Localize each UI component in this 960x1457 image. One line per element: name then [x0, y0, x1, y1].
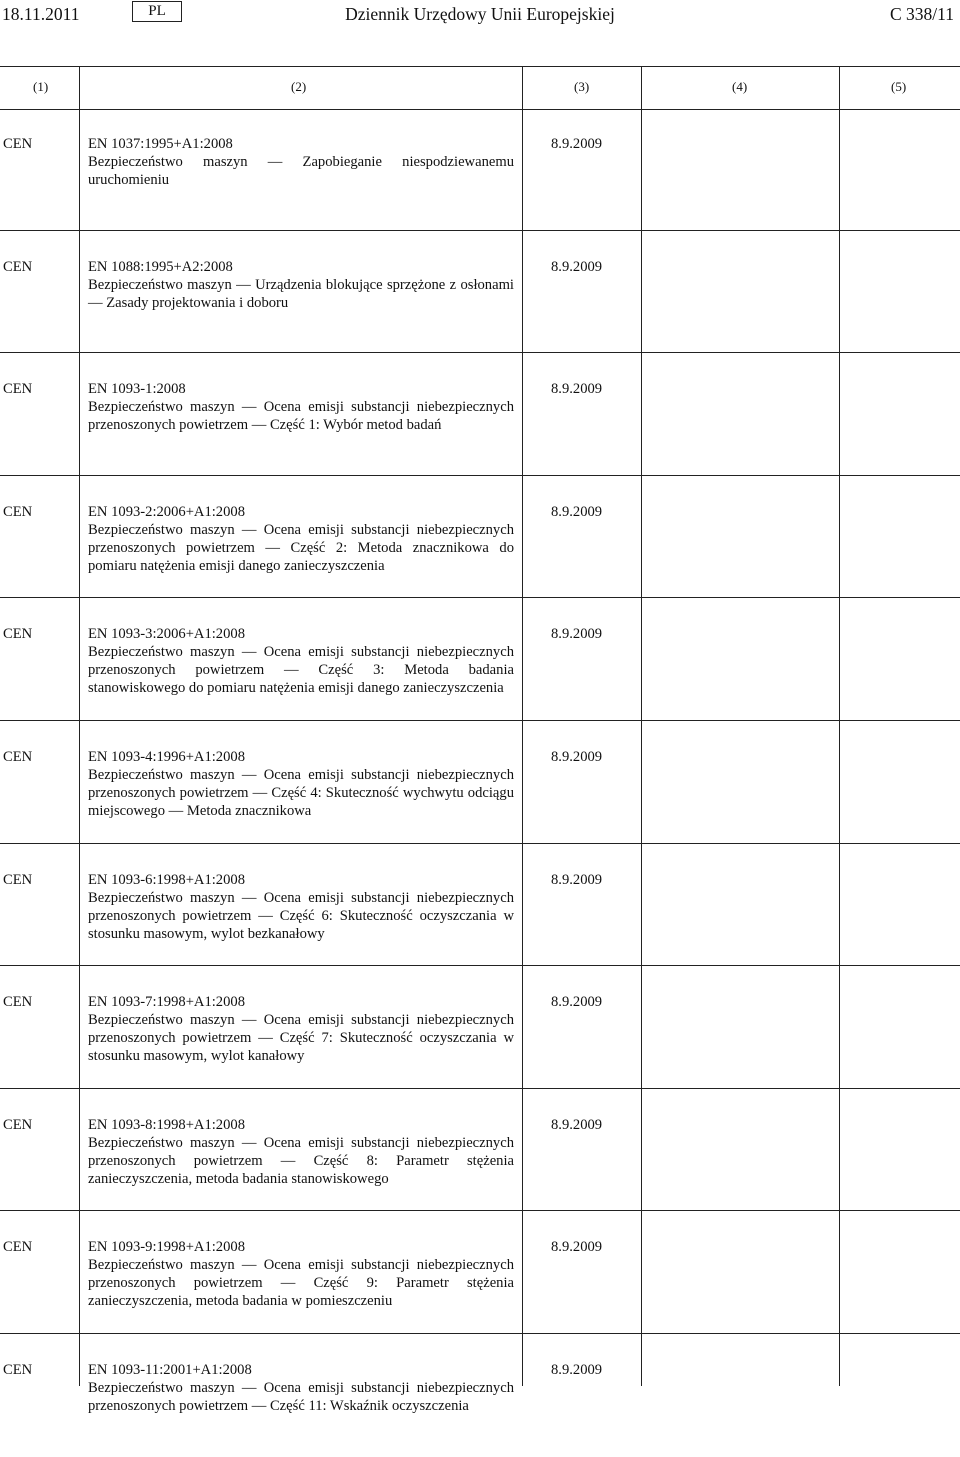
date-cell: 8.9.2009	[551, 626, 603, 643]
standard-title: Bezpieczeństwo maszyn — Ocena emisji substancji niebezpiecznych przenoszonych powietrzem — Część 7: Skuteczność oczyszczania w stosunku masowym, wylot kanałowy	[88, 1012, 514, 1065]
organisation-cell: CEN	[3, 503, 33, 520]
standard-code: EN 1093-1:2008	[88, 381, 186, 398]
standard-cell	[88, 1361, 514, 1415]
page-header	[0, 0, 960, 32]
table-row	[0, 598, 960, 721]
table-row	[0, 1334, 960, 1457]
standard-cell	[88, 993, 514, 1065]
table-row	[0, 1089, 960, 1212]
date-cell: 8.9.2009	[551, 258, 603, 275]
table-row	[0, 844, 960, 967]
column-header-3: (3)	[574, 79, 590, 94]
standard-title: Bezpieczeństwo maszyn — Ocena emisji substancji niebezpiecznych przenoszonych powietrzem — Część 4: Skuteczność wychwytu odciągu miejscowego — Metoda znacznikowa	[88, 766, 514, 819]
standard-code: EN 1037:1995+A1:2008	[88, 136, 233, 152]
standard-code: EN 1093-11:2001+A1:2008	[88, 1361, 252, 1378]
date-cell: 8.9.2009	[551, 748, 603, 765]
standard-title: Bezpieczeństwo maszyn — Ocena emisji substancji niebezpiecznych przenoszonych powietrzem — Część 6: Skuteczność oczyszczania w stosunku masowym, wylot bezkanałowy	[88, 889, 514, 942]
organisation-cell: CEN	[3, 258, 33, 275]
column-header-5: (5)	[891, 79, 907, 94]
standard-code: EN 1093-4:1996+A1:2008	[88, 748, 245, 765]
standard-cell	[88, 625, 514, 697]
standard-cell	[88, 380, 514, 434]
date-cell: 8.9.2009	[551, 994, 603, 1011]
table-row	[0, 1211, 960, 1334]
table-row	[0, 476, 960, 599]
standard-code: EN 1093-6:1998+A1:2008	[88, 871, 245, 888]
organisation-cell: CEN	[3, 626, 33, 643]
organisation-cell: CEN	[3, 1361, 33, 1378]
journal-title: Dziennik Urzędowy Unii Europejskiej	[345, 4, 615, 24]
standard-code: EN 1093-2:2006+A1:2008	[88, 503, 245, 520]
column-headers	[0, 66, 960, 110]
organisation-cell: CEN	[3, 136, 33, 152]
standard-code: EN 1093-3:2006+A1:2008	[88, 626, 245, 643]
standard-cell	[88, 503, 514, 575]
organisation-cell: CEN	[3, 994, 33, 1011]
standard-code: EN 1093-7:1998+A1:2008	[88, 994, 245, 1011]
date-cell: 8.9.2009	[551, 503, 603, 520]
standard-title: Bezpieczeństwo maszyn — Ocena emisji substancji niebezpiecznych przenoszonych powietrzem — Część 1: Wybór metod badań	[88, 399, 514, 434]
standard-cell	[88, 135, 514, 189]
publication-date: 18.11.2011	[2, 4, 80, 24]
date-cell: 8.9.2009	[551, 1361, 603, 1378]
organisation-cell: CEN	[3, 381, 33, 398]
table-row	[0, 231, 960, 354]
organisation-cell: CEN	[3, 748, 33, 765]
page-reference: C 338/11	[889, 4, 954, 24]
standard-title: Bezpieczeństwo maszyn — Ocena emisji substancji niebezpiecznych przenoszonych powietrzem — Część 9: Parametr stężenia zanieczyszczenia, metoda badania w pomieszczeniu	[88, 1257, 514, 1310]
table-row	[0, 353, 960, 476]
standard-cell	[88, 1116, 514, 1188]
standard-title: Bezpieczeństwo maszyn — Zapobieganie niespodziewanemu uruchomieniu	[88, 154, 514, 188]
standard-title: Bezpieczeństwo maszyn — Ocena emisji substancji niebezpiecznych przenoszonych powietrzem — Część 8: Parametr stężenia zanieczyszczenia, metoda badania stanowiskowego	[88, 1134, 514, 1187]
standard-code: EN 1093-8:1998+A1:2008	[88, 1116, 245, 1133]
standard-cell	[88, 258, 514, 312]
date-cell: 8.9.2009	[551, 381, 603, 398]
standard-title: Bezpieczeństwo maszyn — Urządzenia blokujące sprzężone z osłonami — Zasady projektowania i doboru	[88, 276, 514, 311]
column-header-1: (1)	[33, 79, 49, 94]
date-cell: 8.9.2009	[551, 136, 603, 152]
date-cell: 8.9.2009	[551, 1239, 603, 1256]
standard-cell	[88, 748, 514, 820]
date-cell: 8.9.2009	[551, 871, 603, 888]
table-row	[0, 966, 960, 1089]
column-header-2: (2)	[291, 79, 307, 94]
organisation-cell: CEN	[3, 871, 33, 888]
standard-cell	[88, 871, 514, 943]
date-cell: 8.9.2009	[551, 1116, 603, 1133]
table-row	[0, 108, 960, 231]
standard-code: EN 1088:1995+A2:2008	[88, 258, 233, 275]
organisation-cell: CEN	[3, 1239, 33, 1256]
standard-title: Bezpieczeństwo maszyn — Ocena emisji substancji niebezpiecznych przenoszonych powietrzem — Część 2: Metoda znacznikowa do pomiaru natężenia emisji danego zanieczyszczenia	[88, 521, 514, 574]
standard-title: Bezpieczeństwo maszyn — Ocena emisji substancji niebezpiecznych przenoszonych powietrzem — Część 3: Metoda badania stanowiskowego do pomiaru natężenia emisji danego zanieczyszczenia	[88, 644, 514, 697]
language-badge: PL	[132, 1, 182, 22]
organisation-cell: CEN	[3, 1116, 33, 1133]
table-row	[0, 721, 960, 844]
standards-table	[0, 108, 960, 1457]
standard-code: EN 1093-9:1998+A1:2008	[88, 1239, 245, 1256]
standard-title: Bezpieczeństwo maszyn — Ocena emisji substancji niebezpiecznych przenoszonych powietrzem — Część 11: Wskaźnik oczyszczenia	[88, 1379, 514, 1414]
standard-cell	[88, 1238, 514, 1310]
column-header-4: (4)	[732, 79, 748, 94]
